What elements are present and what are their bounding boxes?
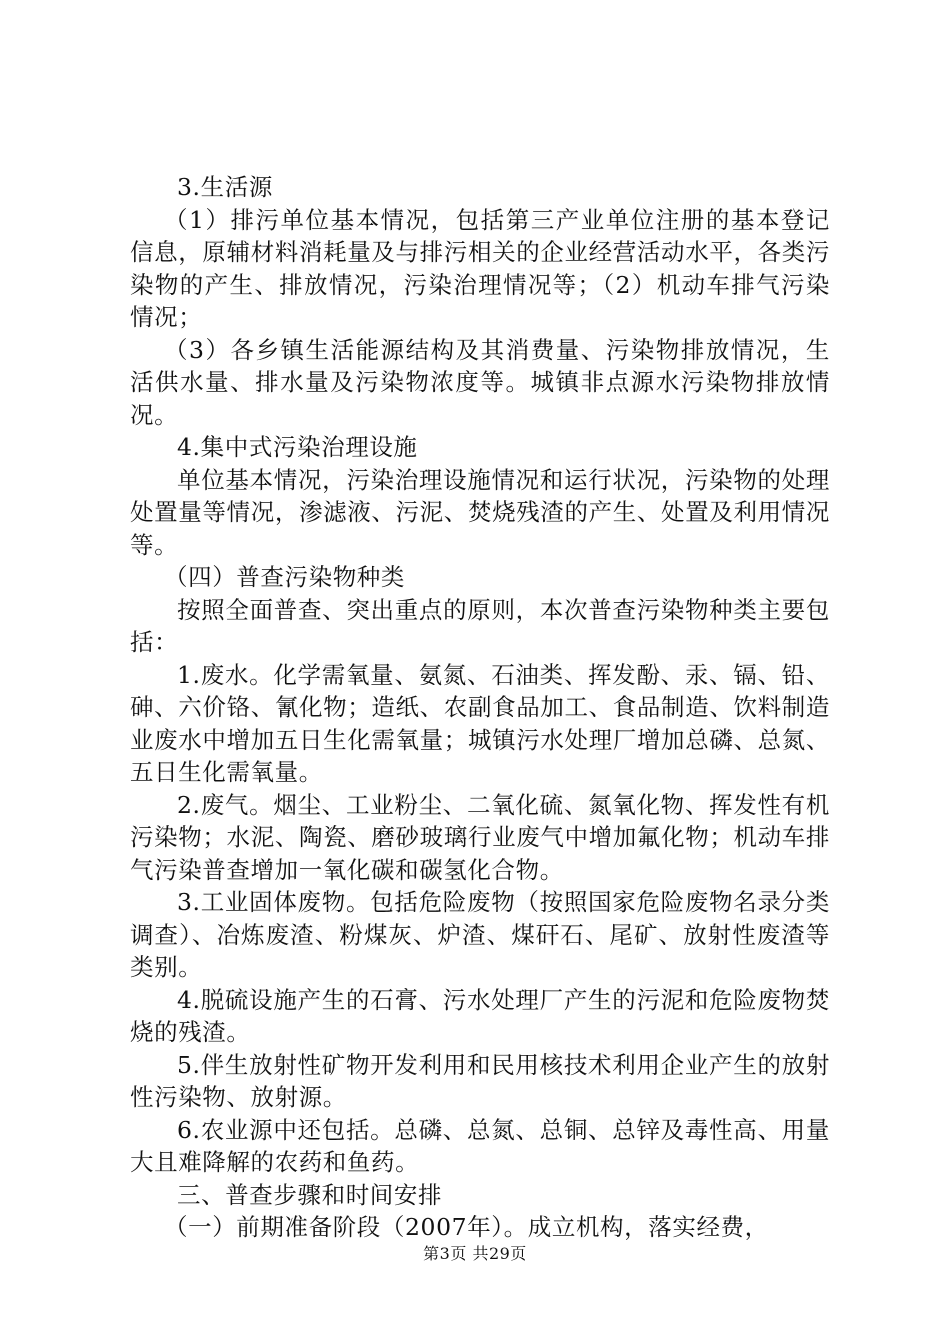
paragraph-heading-domestic-source: 3.生活源 [177,173,273,201]
page-number-label: 第3页 共29页 [423,1244,527,1263]
paragraph-wastewater: 1.废水。化学需氧量、氨氮、石油类、挥发酚、汞、镉、铅、砷、六价铬、氰化物；造纸、农副食品加工、食品制造、饮料制造业废水中增加五日生化需氧量；城镇污水处理厂增加总磷、总氮、五日生化需氧量。 [130,660,830,786]
paragraph-pollutant-types-intro: 按照全面普查、突出重点的原则，本次普查污染物种类主要包括： [130,595,830,656]
paragraph-radioactive: 5.伴生放射性矿物开发利用和民用核技术利用企业产生的放射性污染物、放射源。 [130,1050,830,1111]
paragraph-centralized-facilities-body: 单位基本情况，污染治理设施情况和运行状况，污染物的处理处置量等情况，渗滤液、污泥、焚烧残渣的产生、处置及利用情况等。 [130,465,830,559]
paragraph-heading-schedule: 三、普查步骤和时间安排 [177,1180,443,1209]
paragraph-domestic-source-item-3: （3）各乡镇生活能源结构及其消费量、污染物排放情况，生活供水量、排水量及污染物浓度等。城镇非点源水污染物排放情况。 [130,335,830,429]
paragraph-waste-gas: 2.废气。烟尘、工业粉尘、二氧化硫、氮氧化物、挥发性有机污染物；水泥、陶瓷、磨砂玻璃行业废气中增加氟化物；机动车排气污染普查增加一氧化碳和碳氢化合物。 [130,790,830,884]
paragraph-preparation-stage: （一）前期准备阶段（2007年）。成立机构，落实经费， [164,1213,769,1241]
page-footer [0,1244,950,1264]
paragraph-domestic-source-item-1: （1）排污单位基本情况，包括第三产业单位注册的基本登记信息，原辅材料消耗量及与排污相关的企业经营活动水平，各类污染物的产生、排放情况，污染治理情况等；（2）机动车排气污染情况； [130,205,830,331]
body-text [130,171,830,1244]
paragraph-agricultural: 6.农业源中还包括。总磷、总氮、总铜、总锌及毒性高、用量大且难降解的农药和鱼药。 [130,1115,830,1176]
paragraph-heading-pollutant-types: （四）普查污染物种类 [164,563,405,591]
paragraph-solid-waste: 3.工业固体废物。包括危险废物（按照国家危险废物名录分类调查）、冶炼废渣、粉煤灰、炉渣、煤矸石、尾矿、放射性废渣等类别。 [130,888,830,981]
paragraph-heading-centralized-facilities: 4.集中式污染治理设施 [177,433,418,461]
paragraph-desulfurization: 4.脱硫设施产生的石膏、污水处理厂产生的污泥和危险废物焚烧的残渣。 [130,985,830,1046]
